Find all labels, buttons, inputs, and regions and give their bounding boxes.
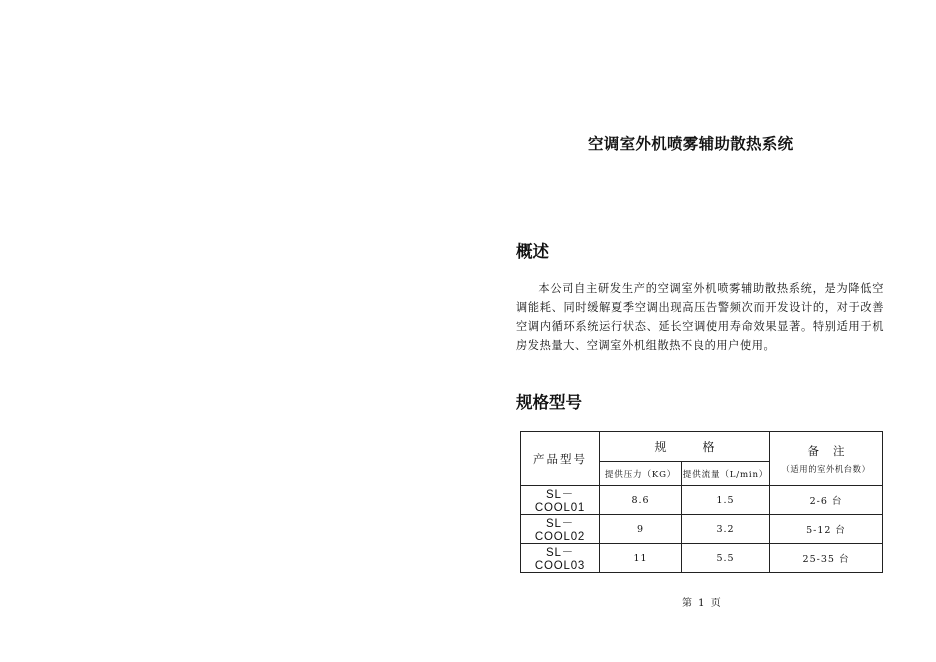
cell-flow: 5.5 xyxy=(682,544,770,573)
cell-pressure: 8.6 xyxy=(600,486,682,515)
header-spec-char-1: 规 xyxy=(654,440,667,454)
overview-paragraph: 本公司自主研发生产的空调室外机喷雾辅助散热系统，是为降低空调能耗、同时缓解夏季空调出现高压告警频次而开发设计的，对于改善空调内循环系统运行状态、延长空调使用寿命效果显著。特别适用于机房发热量大、空调室外机组散热不良的用户使用。 xyxy=(516,282,884,352)
header-spec xyxy=(600,432,770,462)
spec-table xyxy=(520,431,883,573)
cell-model: SL－COOL03 xyxy=(521,544,600,573)
cell-model: SL－COOL01 xyxy=(521,486,600,515)
header-note-subtitle: （适用的室外机台数） xyxy=(781,463,871,474)
table-row xyxy=(521,486,883,515)
header-note-char-1: 备 xyxy=(807,443,819,458)
cell-flow: 3.2 xyxy=(682,515,770,544)
header-spec-char-2: 格 xyxy=(702,440,715,454)
cell-note: 25-35 台 xyxy=(770,544,883,573)
cell-pressure: 11 xyxy=(600,544,682,573)
header-note-char-2: 注 xyxy=(833,443,845,458)
cell-model: SL－COOL02 xyxy=(521,515,600,544)
header-note xyxy=(770,432,883,486)
document-title: 空调室外机喷雾辅助散热系统 xyxy=(588,135,794,153)
header-note-title xyxy=(770,443,882,459)
cell-note: 5-12 台 xyxy=(770,515,883,544)
table-row xyxy=(521,544,883,573)
spec-heading: 规格型号 xyxy=(516,393,582,412)
header-pressure: 提供压力（KG） xyxy=(600,462,682,486)
cell-note: 2-6 台 xyxy=(770,486,883,515)
header-product-model: 产品型号 xyxy=(521,432,600,486)
header-flow: 提供流量（L/min） xyxy=(682,462,770,486)
cell-flow: 1.5 xyxy=(682,486,770,515)
overview-heading: 概述 xyxy=(516,242,549,261)
table-row xyxy=(521,515,883,544)
page-number: 第 1 页 xyxy=(682,598,723,609)
cell-pressure: 9 xyxy=(600,515,682,544)
